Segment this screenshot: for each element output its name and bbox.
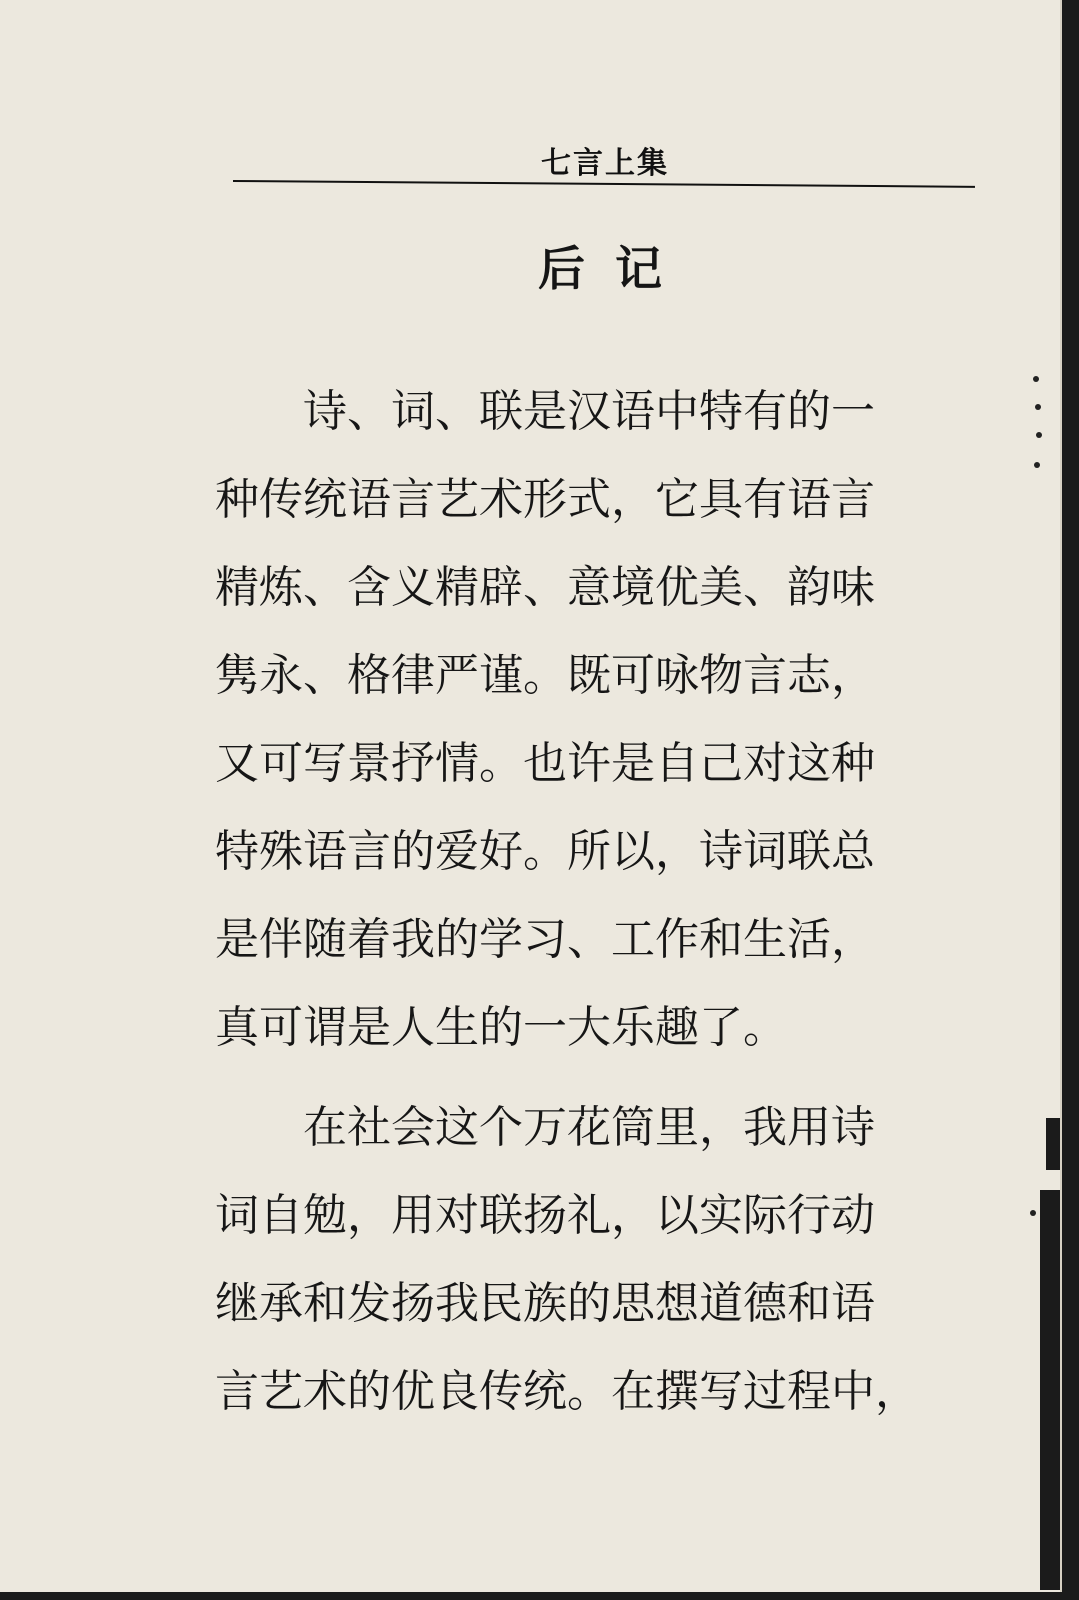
torn-edge (1046, 1118, 1060, 1170)
margin-speck (1036, 432, 1042, 438)
margin-speck (1034, 462, 1040, 468)
section-title: 后记 (538, 242, 692, 297)
text-line: 真可谓是人生的一大乐趣了。 (215, 1002, 787, 1053)
text-line: 又可写景抒情。也许是自己对这种 (215, 738, 875, 789)
margin-speck (1030, 1210, 1036, 1216)
text-line: 特殊语言的爱好。所以，诗词联总 (215, 826, 875, 877)
text-line: 是伴随着我的学习、工作和生活， (215, 914, 875, 965)
paragraph-gap (215, 1072, 975, 1084)
running-head: 七言上集 (541, 146, 669, 181)
text-line: 种传统语言艺术形式，它具有语言 (215, 474, 875, 525)
torn-edge (1040, 1190, 1060, 1590)
text-line: 精炼、含义精辟、意境优美、韵味 (215, 562, 875, 613)
text-line: 在社会这个万花筒里，我用诗 (303, 1102, 875, 1153)
body-text (215, 368, 975, 1436)
text-line: 诗、词、联是汉语中特有的一 (303, 386, 875, 437)
margin-speck (1033, 376, 1039, 382)
margin-speck (1035, 404, 1041, 410)
text-line: 言艺术的优良传统。在撰写过程中， (215, 1366, 919, 1417)
text-line: 继承和发扬我民族的思想道德和语 (215, 1278, 875, 1329)
text-line: 隽永、格律严谨。既可咏物言志， (215, 650, 875, 701)
text-line: 词自勉，用对联扬礼，以实际行动 (215, 1190, 875, 1241)
